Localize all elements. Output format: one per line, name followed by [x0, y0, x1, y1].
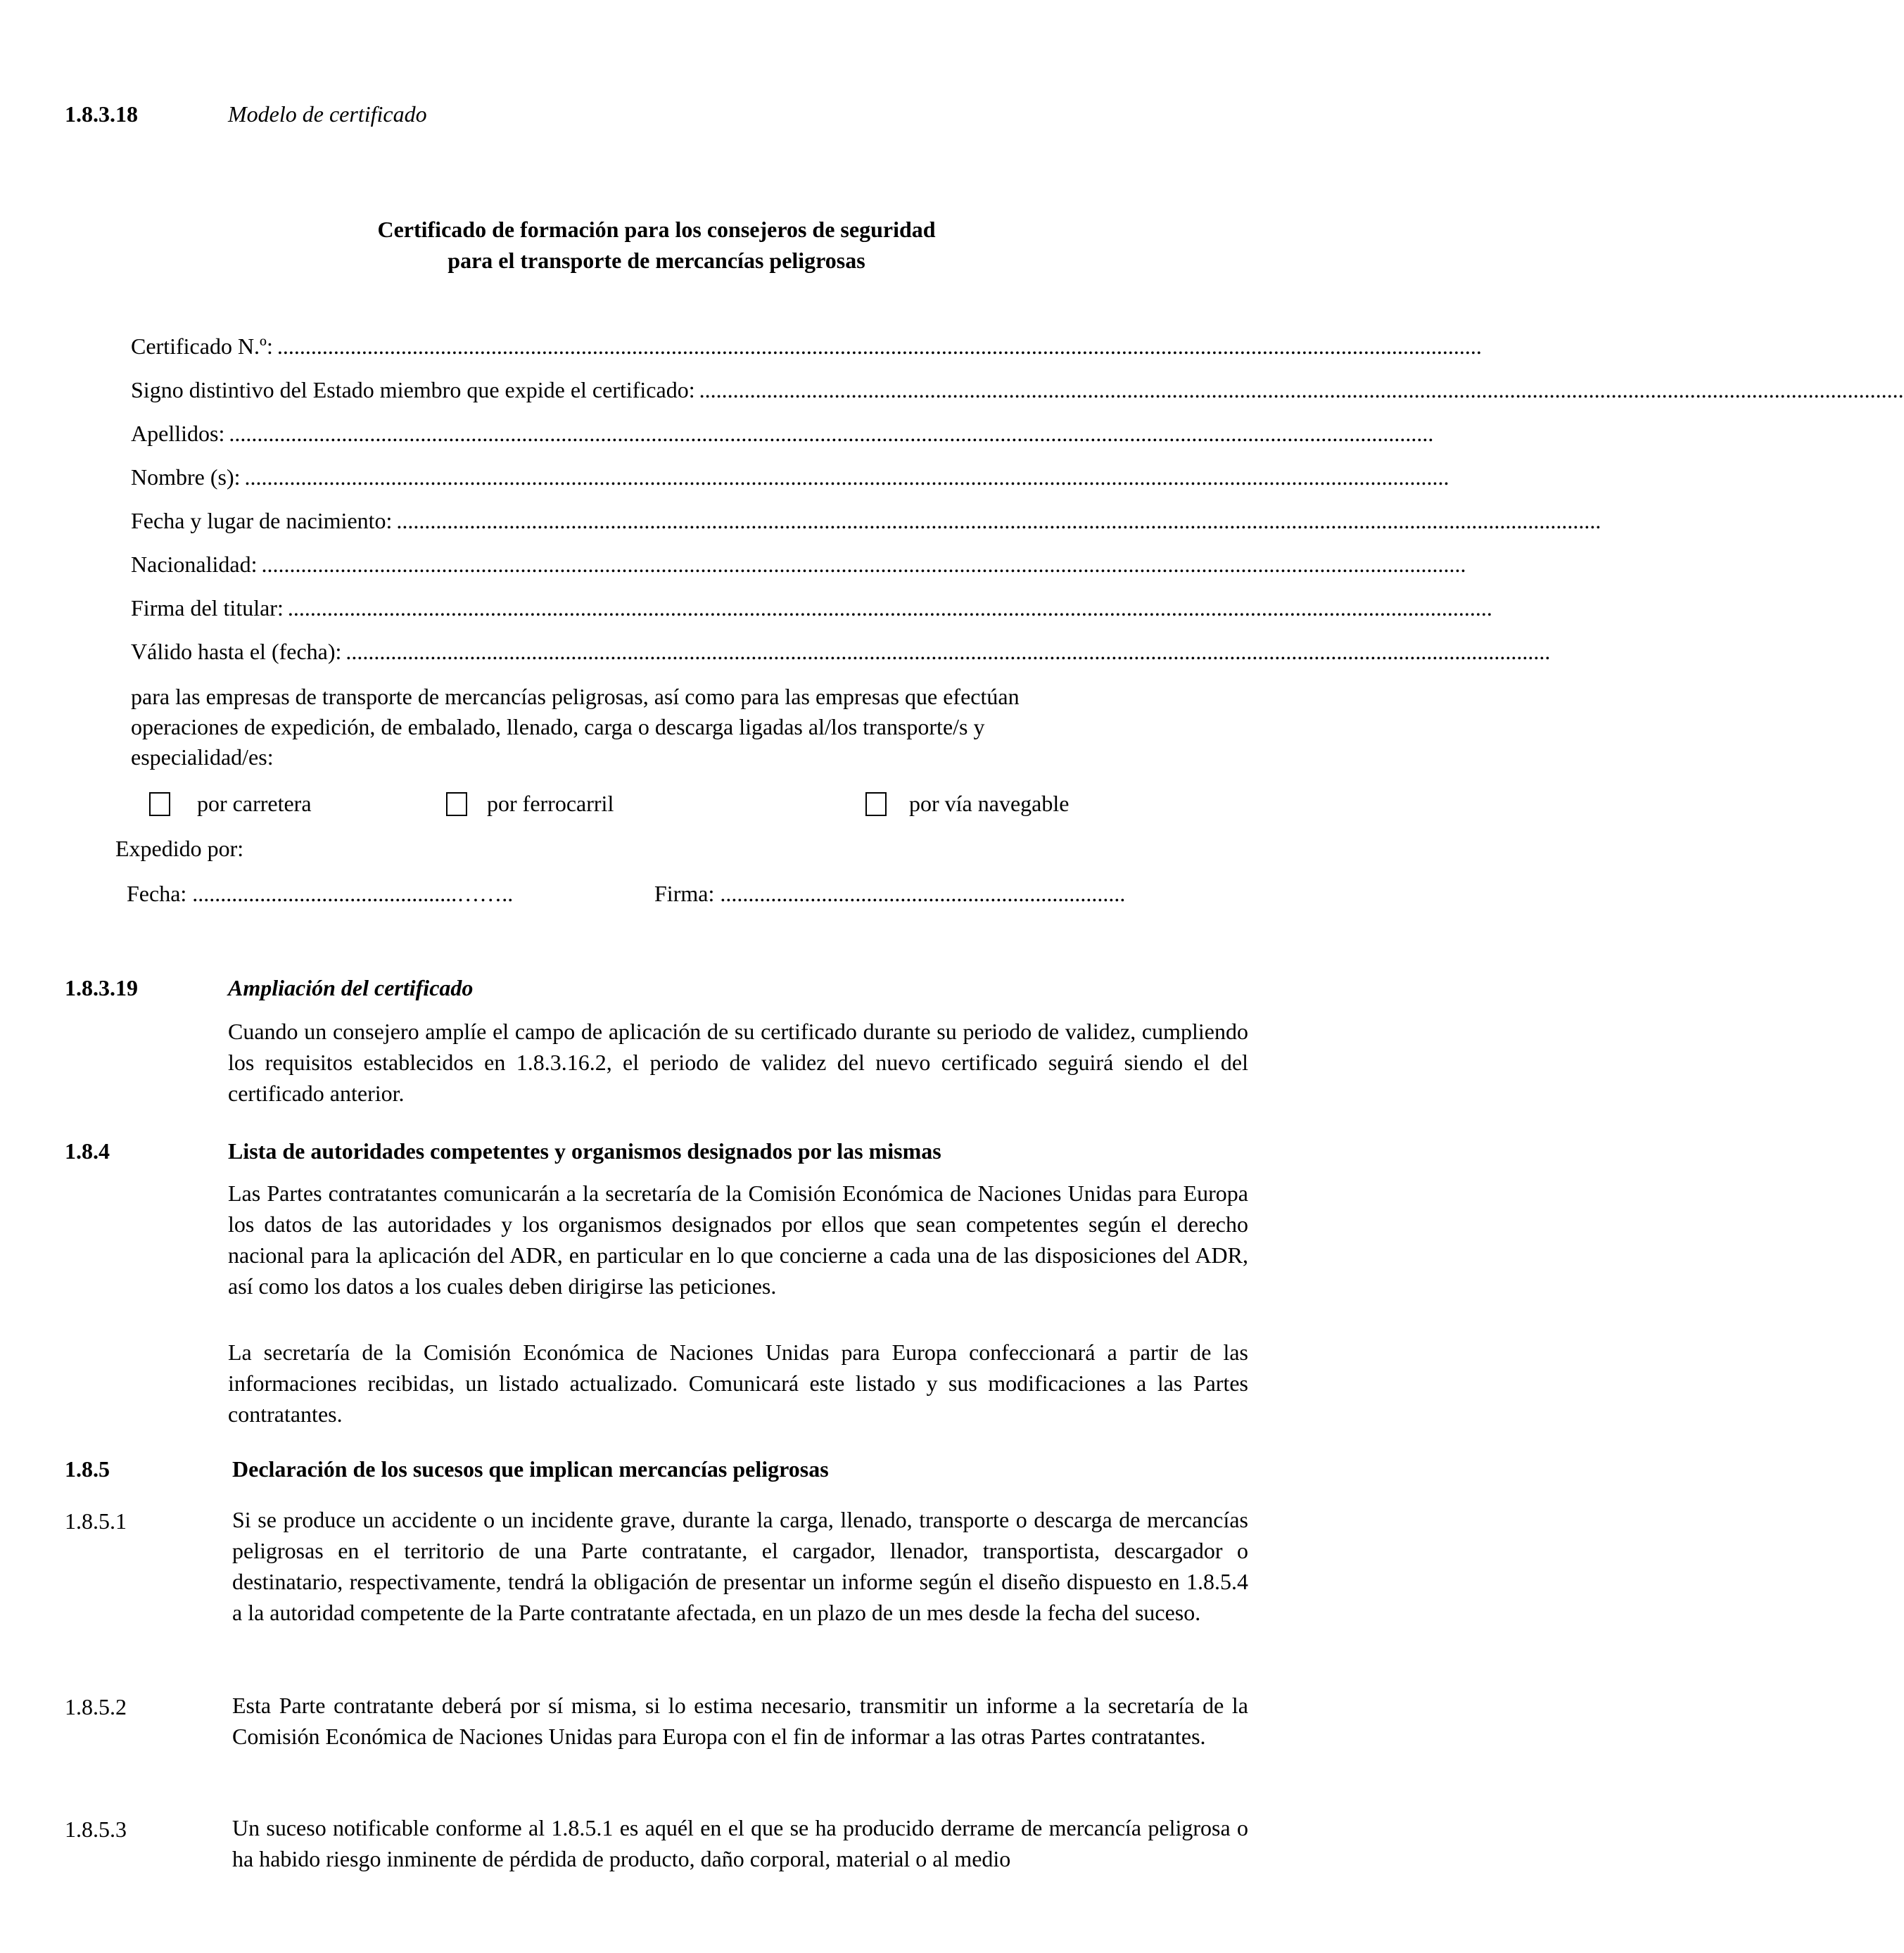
field-label: Nacionalidad:: [131, 552, 258, 577]
section-number-1-8-4: 1.8.4: [65, 1138, 110, 1164]
section-title-ampliacion: Ampliación del certificado: [228, 975, 474, 1000]
section-number-1-8-5-1: 1.8.5.1: [65, 1508, 127, 1534]
section-number-1-8-3-19: 1.8.3.19: [65, 975, 138, 1000]
paragraph-1-8-5-3: Un suceso notificable conforme al 1.8.5.1 es aquél en el que se ha producido derrame de mercancía peligrosa o ha habido riesgo inminente de pérdida de producto, daño corporal, material o al medio: [232, 1815, 1248, 1871]
checkbox-waterway[interactable]: [865, 792, 887, 816]
field-birth-date-place[interactable]: [131, 507, 1601, 535]
section-title-declaracion-sucesos: Declaración de los sucesos que implican mercancías peligrosas: [232, 1456, 829, 1482]
field-label: Firma del titular:: [131, 595, 284, 621]
scope-line-2: operaciones de expedición, de embalado, llenado, carga o descarga ligadas al/los transporte/s y: [131, 714, 985, 739]
scope-line-3: especialidad/es:: [131, 744, 274, 770]
field-dots: ......................................................................................................................................................................................................................: [396, 508, 1601, 533]
paragraph-ampliacion: Cuando un consejero amplíe el campo de aplicación de su certificado durante su periodo de validez, cumpliendo los requisitos establecidos en 1.8.3.16.2, el periodo de validez del nuevo certificado seguirá siendo el del certificado anterior.: [228, 1019, 1248, 1106]
field-label: Nombre (s):: [131, 464, 241, 490]
field-issuing-state-sign[interactable]: [131, 376, 1904, 404]
certificate-title-line2: para el transporte de mercancías peligrosas: [448, 248, 865, 273]
field-surname[interactable]: [131, 419, 1434, 447]
field-holder-signature[interactable]: [131, 594, 1492, 622]
paragraph-1-8-5-2: Esta Parte contratante deberá por sí misma, si lo estima necesario, transmitir un informe a la secretaría de la Comisión Económica de Naciones Unidas para Europa con el fin de informar a las otras Partes contratantes.: [232, 1693, 1248, 1749]
field-valid-until[interactable]: [131, 637, 1551, 666]
section-number-1-8-3-18: 1.8.3.18: [65, 101, 138, 127]
field-dots: ......................................................................................................................................................................................................................: [277, 333, 1482, 359]
field-dots: ......................................................................................................................................................................................................................: [261, 552, 1466, 577]
signature-label: Firma:: [654, 881, 715, 906]
field-dots: ......................................................................................................................................................................................................................: [699, 377, 1904, 402]
field-label: Certificado N.º:: [131, 333, 273, 359]
option-rail-label: por ferrocarril: [487, 791, 614, 816]
option-waterway-label: por vía navegable: [909, 791, 1070, 816]
section-number-1-8-5: 1.8.5: [65, 1456, 110, 1482]
field-nationality[interactable]: [131, 550, 1466, 578]
section-number-1-8-5-3: 1.8.5.3: [65, 1817, 127, 1842]
date-label: Fecha:: [127, 881, 187, 906]
field-dots: ......................................................................................................................................................................................................................: [345, 639, 1551, 664]
field-given-names[interactable]: [131, 463, 1449, 491]
signature-dots: ........................................................................: [720, 881, 1126, 906]
field-label: Fecha y lugar de nacimiento:: [131, 508, 393, 533]
certificate-title-line1: Certificado de formación para los consejeros de seguridad: [377, 217, 936, 242]
date-dots: ...............................................……..: [192, 881, 514, 906]
field-label: Apellidos:: [131, 421, 225, 446]
issued-by-label: Expedido por:: [115, 836, 244, 861]
field-label: Válido hasta el (fecha):: [131, 639, 342, 664]
checkbox-rail[interactable]: [446, 792, 467, 816]
section-number-1-8-5-2: 1.8.5.2: [65, 1694, 127, 1719]
paragraph-partes-contratantes: Las Partes contratantes comunicarán a la secretaría de la Comisión Económica de Naciones Unidas para Europa los datos de las autoridades y los organismos designados por ellos que sean competentes según el derecho nacional para la aplicación del ADR, en particular en lo que concierne a cada una de las disposiciones del ADR, así como los datos a los cuales deben dirigirse las peticiones.: [228, 1181, 1248, 1299]
section-title-modelo-certificado: Modelo de certificado: [228, 101, 427, 127]
scope-line-1: para las empresas de transporte de mercancías peligrosas, así como para las empresas que efectúan: [131, 684, 1020, 709]
section-title-lista-autoridades: Lista de autoridades competentes y organismos designados por las mismas: [228, 1138, 941, 1164]
option-road-label: por carretera: [197, 791, 312, 816]
checkbox-road[interactable]: [149, 792, 170, 816]
field-certificate-number[interactable]: [131, 332, 1482, 360]
field-dots: ......................................................................................................................................................................................................................: [244, 464, 1449, 490]
field-label: Signo distintivo del Estado miembro que expide el certificado:: [131, 377, 695, 402]
field-dots: ......................................................................................................................................................................................................................: [229, 421, 1434, 446]
paragraph-secretaria: La secretaría de la Comisión Económica de Naciones Unidas para Europa confeccionará a partir de las informaciones recibidas, un listado actualizado. Comunicará este listado y sus modificaciones a las Partes contratantes.: [228, 1340, 1248, 1427]
date-field[interactable]: [127, 879, 513, 908]
paragraph-1-8-5-1: Si se produce un accidente o un incidente grave, durante la carga, llenado, transporte o descarga de mercancías peligrosas en el territorio de una Parte contratante, el cargador, llenador, transportista, descargador o destinatario, respectivamente, tendrá la obligación de presentar un informe según el diseño dispuesto en 1.8.5.4 a la autoridad competente de la Parte contratante afectada, en un plazo de un mes desde la fecha del suceso.: [232, 1507, 1248, 1625]
field-dots: ......................................................................................................................................................................................................................: [287, 595, 1492, 621]
signature-field[interactable]: [654, 879, 1125, 908]
